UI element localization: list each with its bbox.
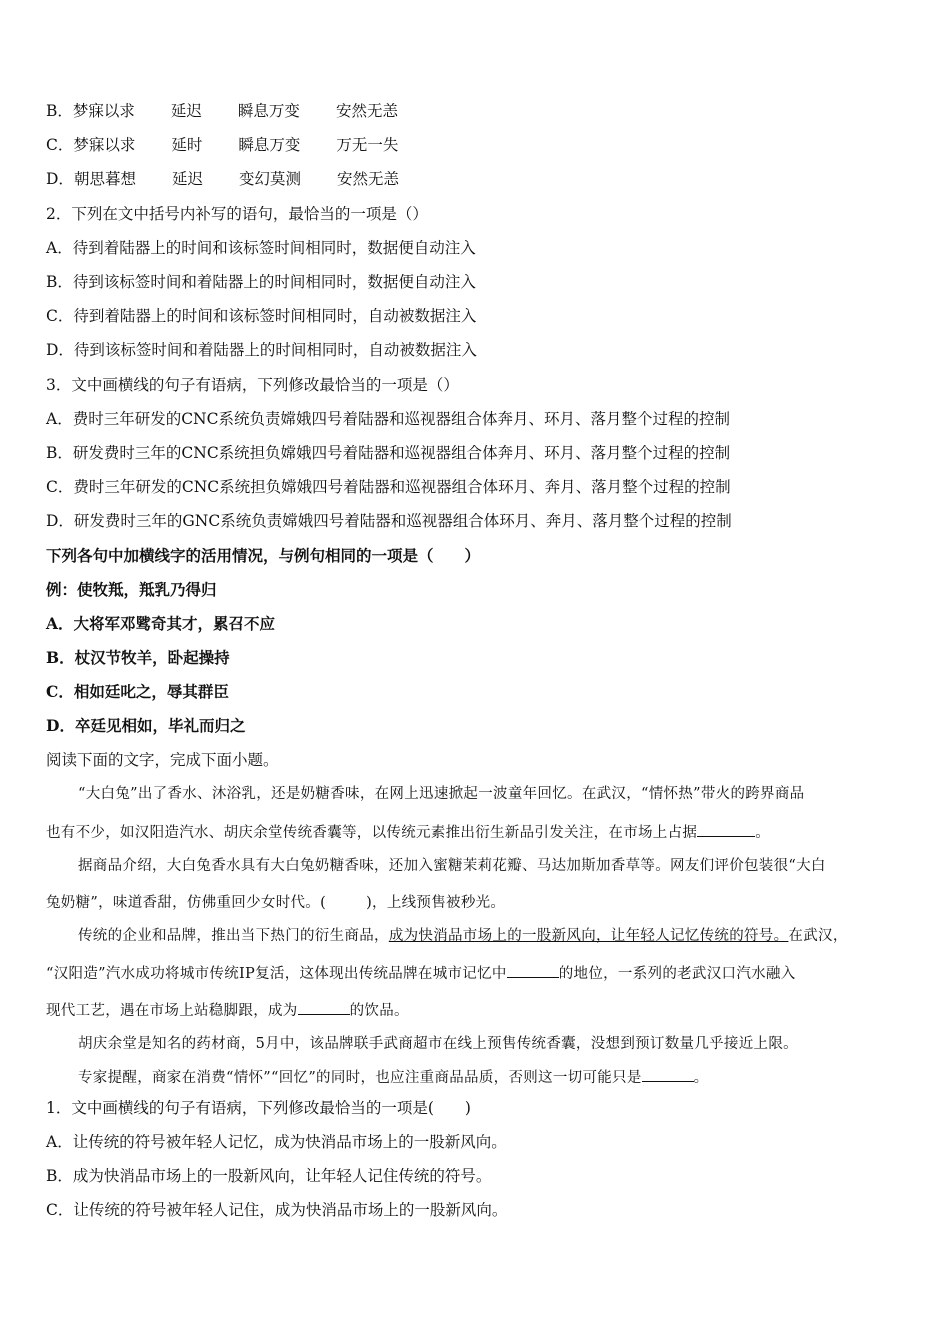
fill-blank [507,963,559,978]
option-letter: C． [46,136,74,154]
passage-text: 。 [693,1070,709,1086]
sub-q1-option-b: B．成为快消品市场上的一股新风向，让年轻人记住传统的符号。 [46,1167,492,1185]
passage-p1-line2 [46,822,770,843]
passage-text: 的饮品。 [349,1003,409,1019]
passage-text: “汉阳造”汽水成功将城市传统IP复活，这体现出传统品牌在城市记忆中 [46,966,507,982]
prev-option-b [46,101,398,121]
option-term: 变幻莫测 [238,170,301,188]
classical-stem: 下列各句中加横线字的活用情况，与例句相同的一项是（ ） [46,546,481,565]
q3-stem: 3．文中画横线的句子有语病，下列修改最恰当的一项是（） [46,376,459,394]
passage-text: 专家提醒，商家在消费“情怀”“回忆”的同时，也应注重商品品质，否则这一切可能只是 [78,1070,642,1086]
passage-text: 在武汉， [788,928,848,944]
option-term: 梦寐以求 [73,136,136,154]
sub-q1-option-a: A．让传统的符号被年轻人记忆，成为快消品市场上的一股新风向。 [46,1133,507,1151]
passage-p3-line3 [46,1000,409,1021]
underlined-sentence: 成为快消品市场上的一股新风向，让年轻人记忆传统的符号。 [388,928,789,944]
q3-option-a: A．费时三年研发的CNC系统负责嫦娥四号着陆器和巡视器组合体奔月、环月、落月整个过程的控制 [46,410,730,428]
option-term: 延迟 [170,102,202,120]
q3-option-d: D．研发费时三年的GNC系统负责嫦娥四号着陆器和巡视器组合体环月、奔月、落月整个过程的控制 [46,512,732,530]
passage-text: 兔奶糖”，味道香甜，仿佛重回少女时代。( [46,895,327,911]
passage-text: 传统的企业和品牌，推出当下热门的衍生商品， [78,928,389,944]
fill-blank [298,1000,350,1015]
option-term: 延迟 [171,170,203,188]
reading-intro: 阅读下面的文字，完成下面小题。 [46,751,279,769]
passage-text: 。 [755,825,771,841]
option-letter: B． [46,102,73,120]
q2-option-d: D．待到该标签时间和着陆器上的时间相同时，自动被数据注入 [46,341,477,359]
option-term: 梦寐以求 [72,102,135,120]
q2-option-a: A．待到着陆器上的时间和该标签时间相同时，数据便自动注入 [46,239,476,257]
passage-text: 现代工艺，遇在市场上站稳脚跟，成为 [46,1003,298,1019]
classical-option-d: D．卒廷见相如，毕礼而归之 [46,716,246,735]
passage-p1-line1: “大白兔”出了香水、沐浴乳，还是奶糖香味，在网上迅速掀起一波童年回忆。在武汉，“情怀热”带火的跨界商品 [78,786,805,802]
option-term: 朝思暮想 [73,170,136,188]
q3-option-c: C．费时三年研发的CNC系统担负嫦娥四号着陆器和巡视器组合体环月、奔月、落月整个过程的控制 [46,478,731,496]
passage-p2-line1: 据商品介绍，大白兔香水具有大白兔奶糖香味，还加入蜜糖茉莉花瓣、马达加斯加香草等。网友们评价包装很“大白 [78,858,826,874]
option-term: 安然无恙 [335,102,398,120]
passage-p3-line1 [78,926,848,946]
fill-blank [642,1067,694,1082]
prev-option-d [46,169,399,189]
passage-text: )，上线预售被秒光。 [366,895,506,911]
passage-text: 也有不少，如汉阳造汽水、胡庆余堂传统香囊等，以传统元素推出衍生新品引发关注，在市场上占据 [46,825,698,841]
q3-option-b: B．研发费时三年的CNC系统担负嫦娥四号着陆器和巡视器组合体奔月、环月、落月整个过程的控制 [46,444,731,462]
passage-p4-line1: 胡庆余堂是知名的药材商，5月中，该品牌联手武商超市在线上预售传统香囊，没想到预订数量几乎接近上限。 [78,1036,798,1052]
passage-p3-line2 [46,963,796,984]
classical-example: 例：使牧羝，羝乳乃得归 [46,580,217,599]
classical-option-b: B．杖汉节牧羊，卧起操持 [46,648,230,667]
option-term: 安然无恙 [336,170,399,188]
option-term: 瞬息万变 [238,136,301,154]
passage-text: 的地位，一系列的老武汉口汽水融入 [558,966,796,982]
option-letter: D． [46,170,74,188]
passage-p2-line2 [46,893,505,913]
q2-option-c: C．待到着陆器上的时间和该标签时间相同时，自动被数据注入 [46,307,477,325]
classical-option-a: A．大将军邓骘奇其才，累召不应 [46,614,276,633]
passage-p5-line1 [78,1067,708,1088]
classical-option-c: C．相如廷叱之，辱其群臣 [46,682,229,701]
option-term: 延时 [171,136,203,154]
q2-option-b: B．待到该标签时间和着陆器上的时间相同时，数据便自动注入 [46,273,476,291]
sub-q1-option-c: C．让传统的符号被年轻人记住，成为快消品市场上的一股新风向。 [46,1201,508,1219]
option-term: 万无一失 [336,136,399,154]
sub-q1-stem: 1．文中画横线的句子有语病，下列修改最恰当的一项是( ) [46,1099,471,1117]
fill-blank [697,822,755,837]
prev-option-c [46,135,398,155]
q2-stem: 2．下列在文中括号内补写的语句，最恰当的一项是（） [46,205,428,223]
option-term: 瞬息万变 [237,102,300,120]
